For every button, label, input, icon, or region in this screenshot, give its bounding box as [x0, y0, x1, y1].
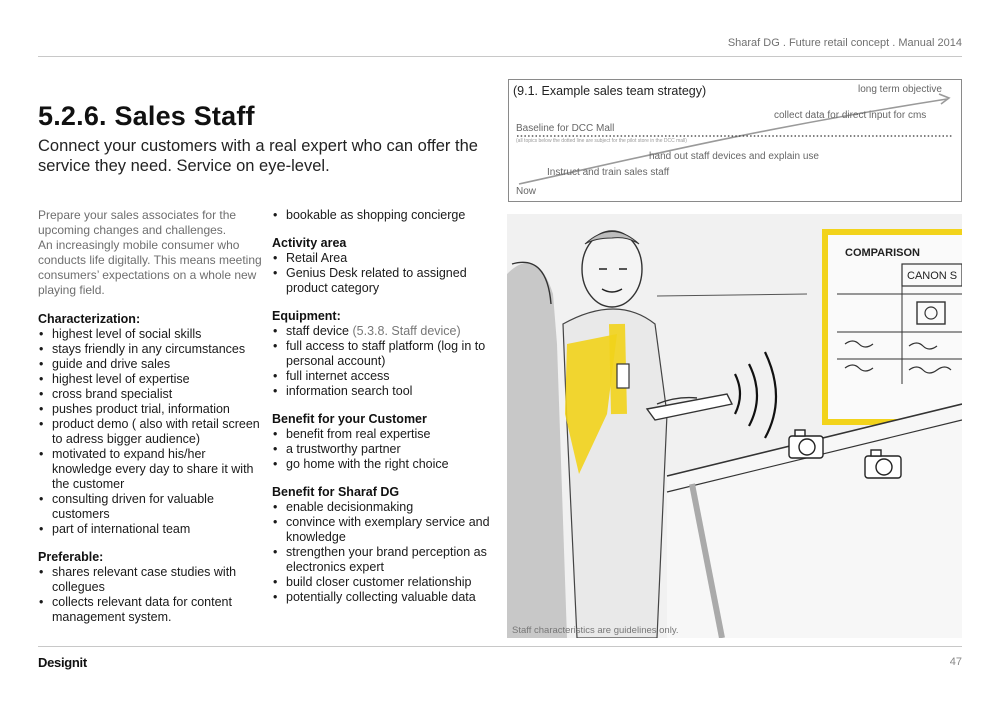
intro-text: [38, 208, 266, 299]
activity-list: [272, 251, 502, 296]
instruct-label: Instruct and train sales staff: [547, 167, 670, 178]
board-label: CANON S: [907, 270, 958, 282]
middle-column: [272, 208, 502, 618]
baseline-label: Baseline for DCC Mall: [516, 123, 615, 134]
list-item: • pushes product trial, information: [38, 402, 266, 417]
list-item: • convince with exemplary service and knowledge: [272, 515, 502, 545]
list-item: • enable decisionmaking: [272, 500, 502, 515]
intro-line: playing field.: [38, 283, 105, 298]
list-item: • full access to staff platform (log in to personal account): [272, 339, 502, 369]
list-item: • consulting driven for valuable customers: [38, 492, 266, 522]
sketch-drawing: [507, 214, 962, 638]
comparison-board: [825, 232, 962, 422]
list-item: • Genius Desk related to assigned product category: [272, 266, 502, 296]
list-item: • go home with the right choice: [272, 457, 502, 472]
strategy-heading: (9.1. Example sales team strategy): [513, 84, 707, 98]
preferable-list: [38, 565, 266, 625]
list-item: • potentially collecting valuable data: [272, 590, 502, 605]
equipment-list: [272, 324, 502, 399]
list-item: • highest level of social skills: [38, 327, 266, 342]
activity-heading: Activity area: [272, 236, 347, 250]
list-item: • a trustworthy partner: [272, 442, 502, 457]
characterization-list: [38, 327, 266, 537]
left-column: [38, 208, 266, 638]
list-item: • information search tool: [272, 384, 502, 399]
page-number: 47: [949, 656, 962, 668]
list-item: • benefit from real expertise: [272, 427, 502, 442]
intro-line: conducts life digitally. This means meeting: [38, 253, 262, 268]
designit-logo: Designit: [38, 655, 87, 670]
list-item: • highest level of expertise: [38, 372, 266, 387]
list-item: • guide and drive sales: [38, 357, 266, 372]
equipment-heading: Equipment:: [272, 309, 341, 323]
header-divider: [38, 56, 962, 57]
customer-figure: [507, 263, 567, 638]
concierge-list: [272, 208, 502, 223]
preferable-heading: Preferable:: [38, 549, 104, 564]
running-header: Sharaf DG . Future retail concept . Manual 2014: [727, 37, 962, 49]
list-item: • part of international team: [38, 522, 266, 537]
list-item: • build closer customer relationship: [272, 575, 502, 590]
illustration-caption: Staff characteristics are guidelines only.: [512, 625, 679, 636]
page-subtitle: Connect your customers with a real expert who can offer the service they need. Service on eye-level.: [38, 137, 478, 175]
benefit-sharaf-list: [272, 500, 502, 605]
list-item: • cross brand specialist: [38, 387, 266, 402]
footer-divider: [38, 646, 962, 647]
long-term-label: long term objective: [858, 84, 942, 95]
hand-out-label: hand out staff devices and explain use: [649, 151, 819, 162]
list-item: • collects relevant data for content management system.: [38, 595, 266, 625]
camera-1: [789, 430, 823, 458]
intro-line: An increasingly mobile consumer who: [38, 238, 240, 253]
list-item: • Retail Area: [272, 251, 502, 266]
page-title: 5.2.6. Sales Staff: [38, 101, 255, 131]
benefit-customer-heading: Benefit for your Customer: [272, 412, 427, 426]
list-item: • stays friendly in any circumstances: [38, 342, 266, 357]
strategy-diagram: [508, 79, 962, 202]
board-title: COMPARISON: [845, 247, 920, 259]
now-label: Now: [516, 186, 537, 197]
list-item: • full internet access: [272, 369, 502, 384]
list-item: [272, 324, 502, 339]
list-item: • strengthen your brand perception as electronics expert: [272, 545, 502, 575]
list-item: • product demo ( also with retail screen to adress bigger audience): [38, 417, 266, 447]
cross-reference: (5.3.8. Staff device): [352, 324, 461, 338]
sales-staff-illustration: [507, 214, 962, 638]
benefit-customer-list: [272, 427, 502, 472]
characterization-heading: Characterization:: [38, 311, 141, 326]
list-item: • shares relevant case studies with collegues: [38, 565, 266, 595]
intro-line: Prepare your sales associates for the: [38, 208, 237, 222]
collect-data-label: collect data for direct input for cms: [774, 110, 927, 121]
baseline-note: (all topics below the dotted line are subject for the pilot store in the DCC mall): [516, 138, 687, 144]
intro-line: consumers’ expectations on a whole new: [38, 268, 257, 283]
benefit-sharaf-heading: Benefit for Sharaf DG: [272, 485, 400, 499]
list-item: • motivated to expand his/her knowledge every day to share it with the customer: [38, 447, 266, 492]
list-item: • bookable as shopping concierge: [272, 208, 502, 223]
intro-line: upcoming changes and challenges.: [38, 223, 227, 238]
equipment-item-text: staff device: [286, 324, 350, 338]
